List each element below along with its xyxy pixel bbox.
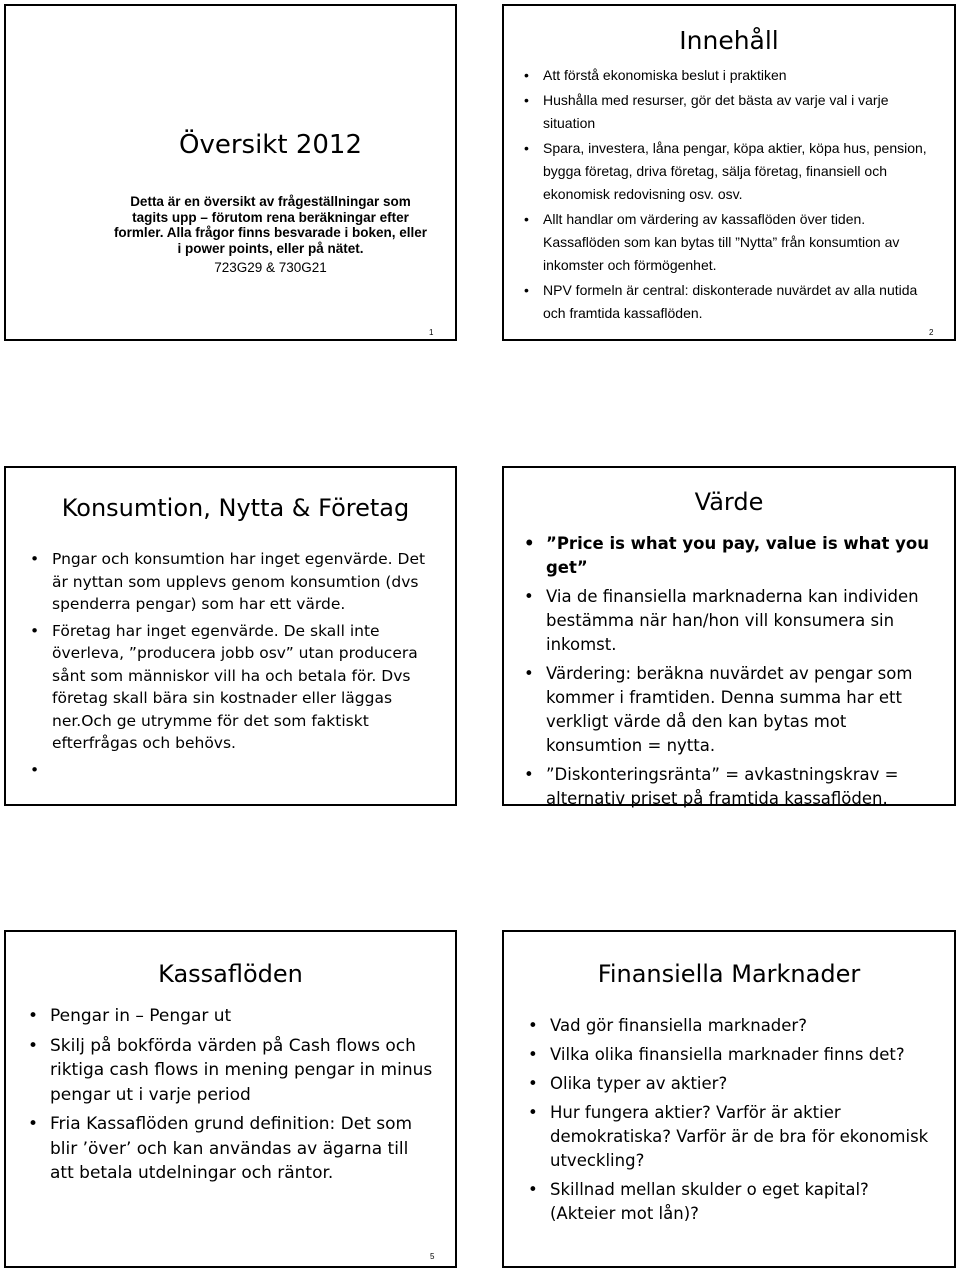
slide-5 — [4, 930, 457, 1268]
slide-4-title: Värde — [694, 488, 764, 516]
intro-line: tagits upp – förutom rena beräkningar efter — [132, 209, 409, 225]
intro-line: formler. Alla frågor finns besvarade i boken, eller — [113, 225, 428, 240]
course-codes: 723G29 & 730G21 — [214, 260, 327, 275]
list-item: • Vad gör finansiella marknader? — [522, 1014, 936, 1038]
slide-5-title: Kassaflöden — [158, 960, 303, 988]
list-item: • Företag har inget egenvärde. De skall inte överleva, ”producera jobb osv” utan producera sånt som människor vill ha och betala för. Dvs företag skall bära sin kostnader eller läggas ner.Och ge utrymme för det som faktiskt efterfrågas och behövs. — [26, 620, 429, 755]
slide-5-bullets — [24, 1004, 435, 1191]
slide-2-title: Innehåll — [679, 26, 779, 55]
slide-1 — [4, 4, 457, 341]
list-item: • Pngar och konsumtion har inget egenvärde. Det är nyttan som upplevs genom konsumtion (dvs spenderra pengar) som har ett värde. — [26, 548, 429, 616]
list-item: • ”Diskonteringsränta” = avkastningskrav = alternativ priset på framtida kassaflöden. — [518, 763, 936, 811]
slide-3 — [4, 466, 457, 806]
list-item — [26, 759, 429, 781]
list-item: • Olika typer av aktier? — [522, 1072, 936, 1096]
list-item: • Skilj på bokförda värden på Cash flows och riktiga cash flows in mening pengar in minus pengar ut i varje period — [24, 1034, 435, 1108]
slide-1-title: Översikt 2012 — [179, 130, 362, 160]
list-item: • Hur fungera aktier? Varför är aktier demokratiska? Varför är de bra för ekonomisk utveckling? — [522, 1101, 936, 1173]
slide-6 — [502, 930, 956, 1268]
slide-number: 5 — [430, 1252, 435, 1261]
slide-2-bullets — [518, 64, 934, 327]
slide-3-title: Konsumtion, Nytta & Företag — [61, 494, 410, 522]
intro-line: Detta är en översikt av frågeställningar som — [130, 194, 411, 209]
list-item: • Via de finansiella marknaderna kan individen bestämma när han/hon vill konsumera sin inkomst. — [518, 585, 936, 657]
slide-6-title: Finansiella Marknader — [597, 960, 861, 988]
intro-line: i power points, eller på nätet. — [177, 240, 364, 256]
slide-4 — [502, 466, 956, 806]
slide-1-intro — [86, 194, 455, 256]
slide-6-bullets — [522, 1014, 936, 1231]
list-item: • Värdering: beräkna nuvärdet av pengar som kommer i framtiden. Denna summa har ett verkligt värde då den kan bytas mot konsumtion = nytta. — [518, 662, 936, 758]
list-item: • Skillnad mellan skulder o eget kapital? (Akteier mot lån)? — [522, 1178, 936, 1226]
list-item: • Fria Kassaflöden grund definition: Det som blir ’över’ och kan användas av ägarna till att betala utdelningar och räntor. — [24, 1112, 435, 1186]
slide-2 — [502, 4, 956, 341]
list-item: • ”Price is what you pay, value is what you get” — [518, 532, 936, 580]
list-item: • Spara, investera, låna pengar, köpa aktier, köpa hus, pension, bygga företag, driva företag, sälja företag, finansiell och ekonomisk redovisning osv. osv. — [518, 137, 934, 206]
list-item: • Allt handlar om värdering av kassaflöden över tiden. Kassaflöden som kan bytas till ”Nytta” från konsumtion av inkomster och förmögenhet. — [518, 208, 934, 277]
list-item: • Hushålla med resurser, gör det bästa av varje val i varje situation — [518, 89, 934, 135]
slide-number: 2 — [929, 328, 934, 337]
slide-number: 1 — [429, 328, 434, 337]
slide-3-bullets — [26, 548, 429, 785]
slide-4-bullets — [518, 532, 936, 816]
list-item: • Vilka olika finansiella marknader finns det? — [522, 1043, 936, 1067]
list-item: • Att förstå ekonomiska beslut i praktiken — [518, 64, 934, 87]
list-item: • Pengar in – Pengar ut — [24, 1004, 435, 1029]
list-item: • NPV formeln är central: diskonterade nuvärdet av alla nutida och framtida kassaflöden. — [518, 279, 934, 325]
